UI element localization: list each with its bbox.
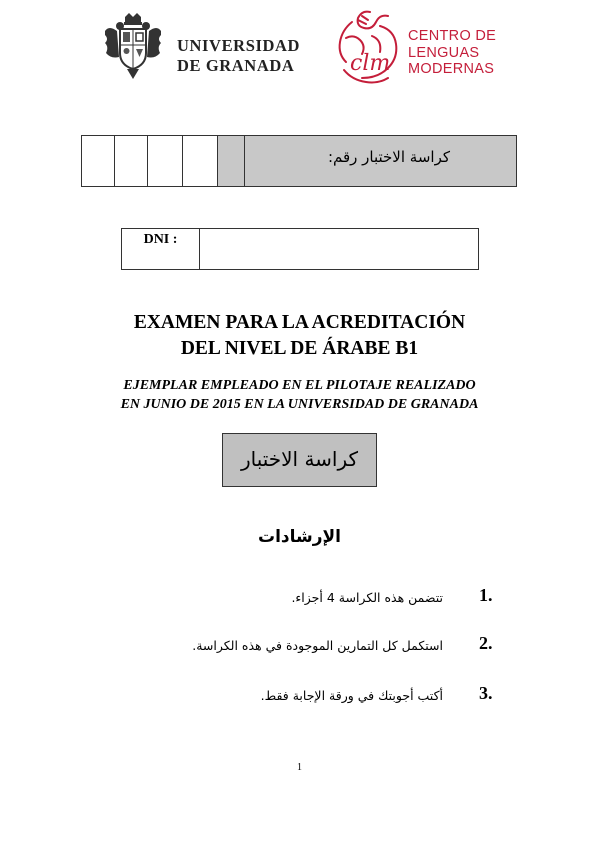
booklet-heading-box: [222, 433, 377, 487]
page-number: 1: [297, 762, 302, 773]
instruction-number: 2.: [479, 633, 493, 653]
clm-monogram: clm: [350, 51, 391, 76]
booklet-number-digit-box[interactable]: [183, 136, 218, 186]
instructions-title: الإرشادات: [257, 527, 341, 547]
dni-label: DNI :: [122, 229, 200, 269]
university-name-line2: DE GRANADA: [177, 56, 295, 75]
booklet-number-digit-box[interactable]: [115, 136, 148, 186]
clm-name-line2: LENGUAS: [408, 44, 480, 61]
dni-box: [121, 228, 479, 270]
instruction-text: استكمل كل التمارين الموجودة في هذه الكراسة.: [192, 638, 443, 653]
booklet-number-label: كراسة الاختبار رقم:: [245, 136, 516, 186]
university-name: [177, 36, 300, 76]
exam-title: [0, 310, 599, 362]
booklet-number-digit-box[interactable]: [82, 136, 115, 186]
booklet-heading: كراسة الاختبار: [240, 447, 359, 471]
university-name-line1: UNIVERSIDAD: [177, 36, 301, 55]
booklet-number-spacer: [218, 136, 245, 186]
exam-title-line2: DEL NIVEL DE ÁRABE B1: [180, 338, 419, 359]
instruction-number: 1.: [479, 585, 493, 605]
exam-title-line1: EXAMEN PARA LA ACREDITACIÓN: [133, 312, 466, 333]
exam-subtitle-line2: EN JUNIO DE 2015 EN LA UNIVERSIDAD DE GRANADA: [120, 397, 479, 412]
booklet-number-digit-box[interactable]: [148, 136, 183, 186]
clm-name: [408, 28, 496, 78]
clm-emblem-icon: [332, 8, 402, 86]
university-crest-icon: [103, 13, 163, 81]
exam-subtitle: [0, 376, 599, 414]
instruction-text: تتضمن هذه الكراسة 4 أجزاء.: [291, 590, 443, 605]
dni-field[interactable]: [200, 229, 478, 269]
booklet-number-table: [81, 135, 517, 187]
clm-name-line1: CENTRO DE: [408, 28, 497, 44]
instruction-number: 3.: [479, 683, 493, 703]
clm-name-line3: MODERNAS: [408, 61, 495, 77]
exam-subtitle-line1: EJEMPLAR EMPLEADO EN EL PILOTAJE REALIZADO: [123, 378, 476, 393]
instruction-text: أكتب أجوبتك في ورقة الإجابة فقط.: [260, 688, 443, 703]
